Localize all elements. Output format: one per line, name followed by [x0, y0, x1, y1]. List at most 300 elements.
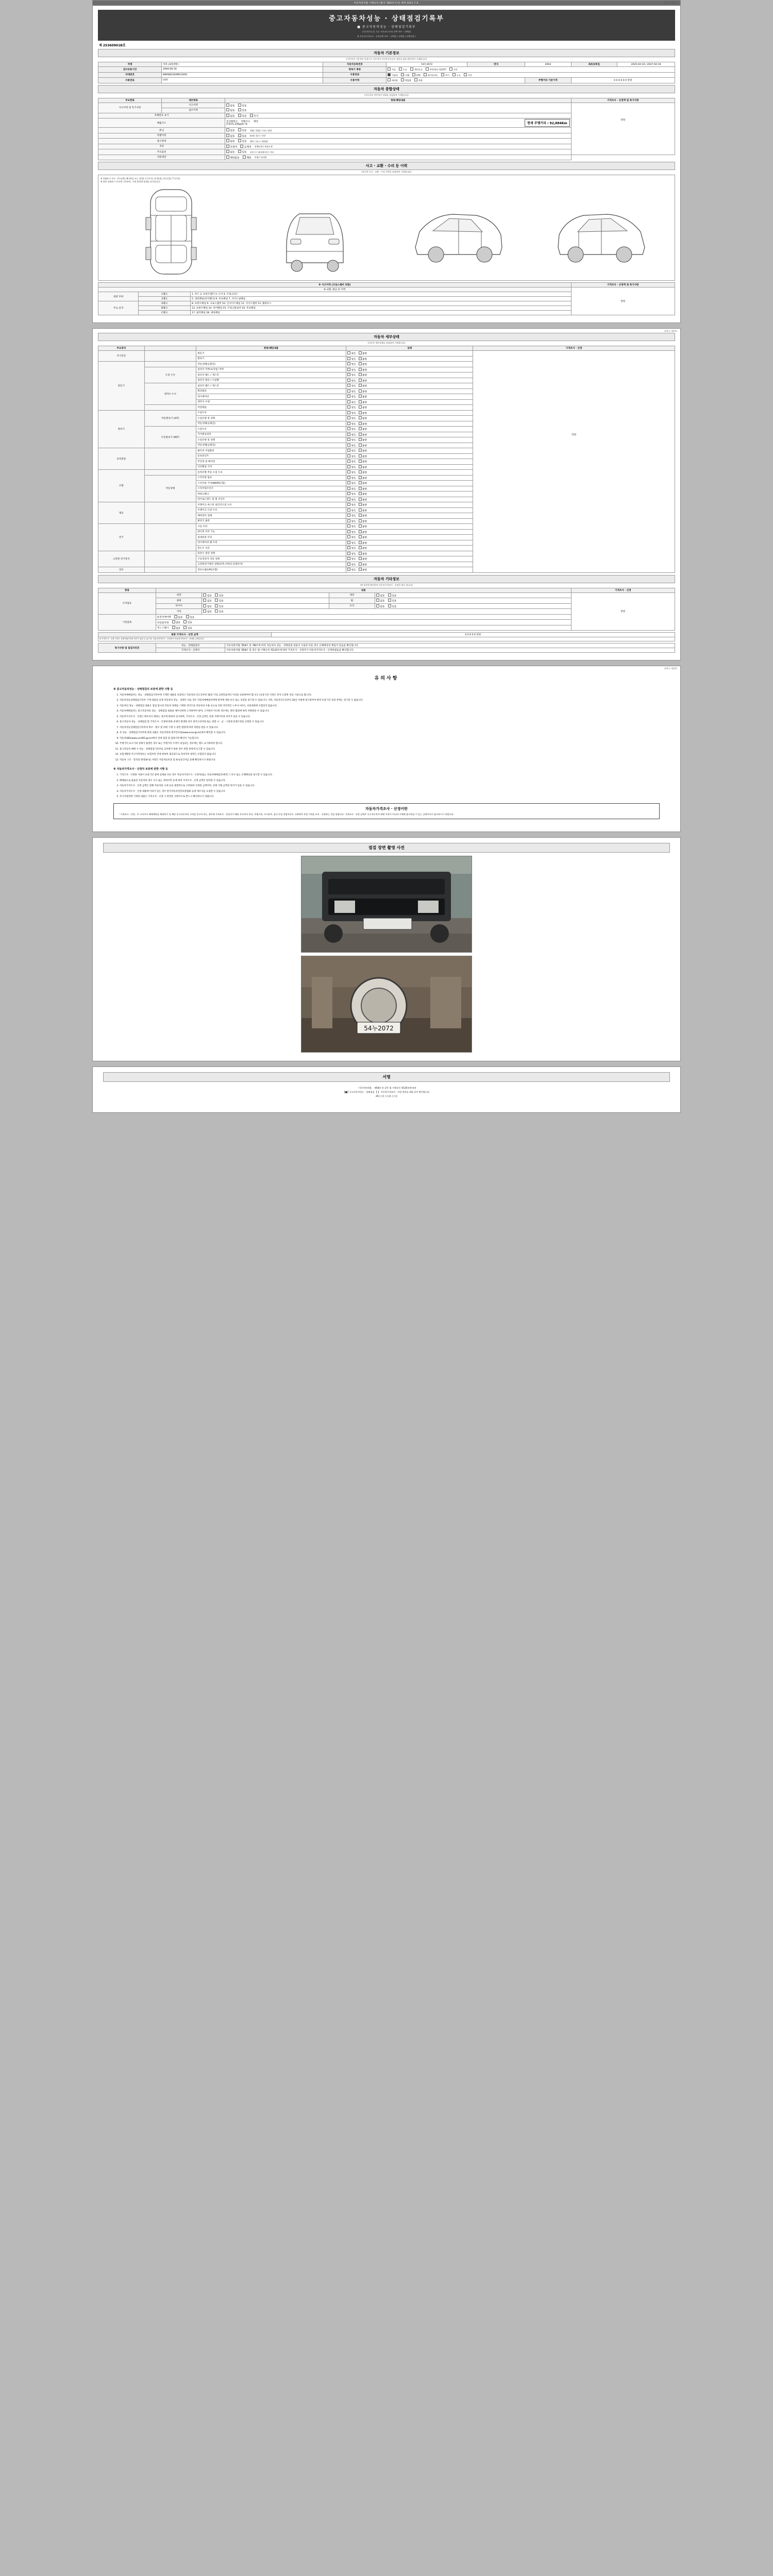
signature-line-3: 20○○년 ○○월 ○○일 — [375, 1094, 398, 1097]
opt-status-good[interactable]: 양호 — [347, 514, 356, 518]
opt-status-bad[interactable]: 불량 — [359, 514, 367, 518]
detail-item-status — [346, 421, 473, 427]
opt-status-bad[interactable]: 불량 — [359, 454, 367, 459]
opt-status-good[interactable]: 양호 — [347, 379, 356, 383]
opt-status-good[interactable]: 양호 — [347, 563, 356, 567]
row-accident-history-sub: 사고이력 — [162, 103, 225, 108]
opt-status-good[interactable]: 양호 — [347, 433, 356, 437]
detail-subgroup-label: 수동변속기 (M/T) — [144, 427, 196, 448]
recall-detail: 이행 / 미이행 — [254, 156, 266, 159]
opt-usage-rental[interactable]: 대여용 — [388, 78, 398, 82]
section-other-note: (※ 항목별 확인하여 자동차가격조사 · 산정을 완료 합니다) — [360, 583, 413, 586]
opt-flood-yes[interactable]: 있음 — [238, 108, 246, 112]
opt-status-bad[interactable]: 불량 — [359, 546, 367, 550]
opt-status-bad[interactable]: 불량 — [359, 552, 367, 556]
opt-status-good[interactable]: 양호 — [347, 362, 356, 366]
opt-triangle-none[interactable]: 없음 — [172, 620, 180, 624]
detail-group-label: 자기진단 — [98, 351, 145, 362]
opt-usechange-yes[interactable]: 있음 — [238, 139, 246, 143]
rankB-value: 13. 프론트패널 14. 리어패널 15. 트렁크플로어 16. 루프패널 — [191, 306, 572, 311]
opt-trans-manual[interactable]: 수동 — [399, 67, 407, 72]
detail-item-status — [346, 492, 473, 497]
opt-status-good[interactable]: 양호 — [347, 492, 356, 496]
detail-item-status — [346, 410, 473, 416]
detail-item-status — [346, 416, 473, 421]
value-grade: LG4 — [162, 78, 323, 83]
opt-status-good[interactable]: 양호 — [347, 460, 356, 464]
opt-tire-yes[interactable]: 있음 — [215, 604, 223, 608]
opt-status-bad[interactable]: 불량 — [359, 357, 367, 361]
opt-status-bad[interactable]: 불량 — [359, 524, 367, 529]
opt-status-bad[interactable]: 불량 — [359, 476, 367, 480]
opt-options-yes[interactable]: 있음 — [238, 150, 246, 154]
value-firstreg: 2025-04-16 / 2027-04-16 — [617, 62, 675, 67]
opt-status-good[interactable]: 양호 — [347, 546, 356, 550]
diagram-front-view — [244, 185, 386, 278]
terms-subtitle-1: ※ 중고자동차성능 · 상태점검의 보증에 관한 사항 등 — [113, 688, 173, 691]
opt-status-bad[interactable]: 불량 — [359, 389, 367, 394]
detail-item-status — [346, 556, 473, 562]
section-accident-note: (자동차 사고 · 교환 · 수리 이력을 점검하여 기재합니다) — [361, 171, 412, 173]
opt-status-good[interactable]: 양호 — [347, 568, 356, 572]
opt-status-good[interactable]: 양호 — [347, 400, 356, 404]
opt-status-good[interactable]: 양호 — [347, 405, 356, 410]
sheet-page-5 — [92, 1066, 681, 1113]
opt-status-good[interactable]: 양호 — [347, 503, 356, 507]
value-transmission — [386, 67, 675, 73]
opt-jack-none[interactable]: 없음 — [172, 626, 180, 630]
opt-status-bad[interactable]: 불량 — [359, 411, 367, 415]
opt-status-bad[interactable]: 불량 — [359, 563, 367, 567]
repair-polish-opts — [202, 598, 329, 604]
section-overall-title: 자동차 종합상태 — [98, 85, 675, 93]
detail-item-label: 타이로드엔드 및 볼 조인트 — [196, 497, 346, 502]
opt-status-good[interactable]: 양호 — [347, 552, 356, 556]
row-options-opts — [225, 149, 571, 155]
opt-emission-co: 일산화탄소 — [226, 121, 238, 123]
detail-item-label: 브레이크 오일 누유 — [196, 507, 346, 513]
row-emission: 배출가스 — [98, 118, 225, 128]
opt-status-bad[interactable]: 불량 — [359, 503, 367, 507]
detail-col-status: 상태 — [346, 346, 473, 351]
row-special-opts — [225, 133, 571, 139]
diagram-side-left-view — [388, 185, 529, 278]
detail-item-label: 브레이크 마스터 실린더오일 누유 — [196, 502, 346, 508]
terms-list-appraisal — [113, 773, 660, 799]
signature-line-1: 「자동차관리법」 제58조 및 같은 법 시행규칙 제120조에 따라 — [357, 1087, 416, 1090]
opt-trans-etc[interactable]: 기타 — [449, 67, 458, 72]
other-col-price: 가격조사 · 산정 — [571, 588, 675, 592]
row-recall: 리콜대상 — [98, 155, 225, 160]
opt-etc-none[interactable]: 없음 — [203, 609, 211, 614]
basic-item-jack-label: 잭 / 스패너 — [157, 627, 169, 630]
opt-glass-none[interactable]: 없음 — [376, 604, 384, 608]
detail-item-status — [346, 459, 473, 465]
opt-tire-none[interactable]: 없음 — [203, 604, 211, 608]
terms-item: 3. 자동차가격조사 · 산정 금액은 당해 자동차의 시세 등을 종합적으로 고려하여 산정한 금액이며, 실제 거래 금액과 차이가 있을 수 있습니다. — [120, 784, 660, 788]
opt-status-good[interactable]: 양호 — [347, 465, 356, 469]
repair-exterior-opts — [202, 592, 329, 598]
opt-status-good[interactable]: 양호 — [347, 470, 356, 474]
opt-glass-yes[interactable]: 있음 — [388, 604, 396, 608]
opt-airbag-none[interactable]: 없음 — [174, 615, 182, 619]
col-main: 주요항목 — [98, 98, 162, 103]
opt-status-good[interactable]: 양호 — [347, 557, 356, 561]
opt-status-bad[interactable]: 불량 — [359, 395, 367, 399]
opt-status-good[interactable]: 양호 — [347, 509, 356, 513]
detail-subgroup-label — [144, 502, 196, 524]
opt-usage-gov[interactable]: 관용 — [414, 78, 423, 82]
detail-col-main: 주요장치 — [98, 346, 145, 351]
opt-status-bad[interactable]: 불량 — [359, 470, 367, 474]
current-mileage-box: 현재 주행거리 : 92,884Km — [525, 119, 570, 127]
detail-group-label: 원동기 — [98, 362, 145, 411]
opt-status-bad[interactable]: 불량 — [359, 541, 367, 545]
detail-price-cell: 만원 — [473, 351, 675, 573]
opt-status-good[interactable]: 양호 — [347, 416, 356, 420]
opt-airbag-yes[interactable]: 있음 — [186, 615, 194, 619]
terms-title: 유의사항 — [374, 676, 399, 681]
inspection-photo-front — [301, 856, 472, 953]
opt-vin-none[interactable]: 없음 — [226, 114, 234, 118]
opt-int-yes[interactable]: 있음 — [388, 594, 396, 598]
opt-ext-yes[interactable]: 있음 — [215, 594, 223, 598]
opt-status-bad[interactable]: 불량 — [359, 373, 367, 377]
opt-fuel-ev[interactable]: 전기 — [441, 73, 449, 77]
opt-status-bad[interactable]: 불량 — [359, 449, 367, 453]
detail-item-status — [346, 507, 473, 513]
opt-status-good[interactable]: 양호 — [347, 519, 356, 523]
opt-status-bad[interactable]: 불량 — [359, 400, 367, 404]
document-number: 제 25360901B호 — [99, 44, 126, 47]
detail-subgroup-label — [144, 567, 196, 573]
diagram-legend-2: ※ 하단 상태표시 부호에 기준하여, 기재 위치에 상태를 표시합니다. — [100, 180, 161, 183]
form-legal-topbar: 자동차관리법 시행규칙 [별지 제82호서식] 개정 2021.7.6. — [93, 1, 680, 6]
detail-item-status — [346, 437, 473, 443]
page-number-tag-1: (3쪽중 제1쪽) — [664, 2, 677, 4]
detail-item-label: 기어변속장치 — [196, 432, 346, 437]
detail-item-status — [346, 535, 473, 540]
document-title: 중고자동차성능 · 상태점검기록부 — [329, 15, 444, 23]
detail-item-status — [346, 432, 473, 437]
opt-status-good[interactable]: 양호 — [347, 395, 356, 399]
page-number-tag-2: (3쪽중 제2쪽) — [664, 330, 677, 332]
opt-status-bad[interactable]: 불량 — [359, 530, 367, 534]
total-price-value: 0 0 0 0 0 만원 — [271, 633, 675, 637]
opt-status-good[interactable]: 양호 — [347, 498, 356, 502]
rankB-label: B랭크 — [139, 306, 191, 311]
opt-vin-yes[interactable]: 있음 — [238, 114, 246, 118]
opt-jack-yes[interactable]: 있음 — [183, 626, 192, 630]
opt-color-chromatic[interactable]: 유채색 — [240, 145, 251, 149]
opt-status-good[interactable]: 양호 — [347, 476, 356, 480]
rank2-label: 2랭크 — [139, 297, 191, 301]
opt-fuel-hybrid[interactable]: 하이브리드 — [424, 73, 438, 77]
row-usechange: 용도변경 — [98, 139, 225, 144]
opt-trans-cvt[interactable]: 무단변속기(CVT) — [426, 67, 446, 72]
rank1-label: 1랭크 — [139, 292, 191, 297]
basic-items-label: 기본품목 — [98, 614, 156, 631]
col-detail: 항목/해당내용 — [225, 98, 571, 103]
detail-item-label: 실린더 블록 / 오일팬 — [196, 378, 346, 383]
opt-status-good[interactable]: 양호 — [347, 449, 356, 453]
opt-status-bad[interactable]: 불량 — [359, 535, 367, 539]
detail-item-status — [346, 546, 473, 551]
opt-usage-business[interactable]: 영업용 — [401, 78, 411, 82]
other-col-item: 항목 — [98, 588, 156, 592]
terms-item: 4. 자동차가격조사 · 산정 내용에 이의가 있는 경우 한국자동차진단보증협회 등에 재조사를 요청할 수 있습니다. — [120, 790, 660, 793]
tuning-detail: 적법 / 불법 / 구조 / 장치 — [249, 129, 272, 132]
opt-status-good[interactable]: 양호 — [347, 357, 356, 361]
detail-item-label: 오일유량 및 상태 — [196, 437, 346, 443]
opt-trans-semi[interactable]: 세미오토 — [410, 67, 423, 72]
detail-item-label: 등속죠인트 — [196, 453, 346, 459]
detail-subgroup-label: 오일 누유 — [144, 367, 196, 383]
section-accident-title: 사고 · 교환 · 수리 등 이력 — [98, 162, 675, 170]
detail-subgroup-label — [144, 405, 196, 411]
opt-status-good[interactable]: 양호 — [347, 541, 356, 545]
opt-status-good[interactable]: 양호 — [347, 438, 356, 442]
detail-item-status — [346, 383, 473, 389]
terms-item: 13. 자동차 구조 · 장치의 변경(튜닝) 사항은 자동차등록증 및 튜닝승인서를 통해 확인하시기 바랍니다. — [120, 758, 660, 762]
opt-recall-yes[interactable]: 해당 — [243, 156, 251, 160]
opt-fuel-hydrogen[interactable]: 수소 — [452, 73, 461, 77]
opt-status-bad[interactable]: 불량 — [359, 362, 367, 366]
opt-status-good[interactable]: 양호 — [347, 384, 356, 388]
terms-item: 1. 가격조사 · 산정한 사항이 보증기간 중에 실제와 다른 경우 자동차가격조사 · 산정자(또는 자동차매매업자)에게 그 보수 또는 손해배상을 청구할 수 있습니다. — [120, 773, 660, 777]
opt-status-good[interactable]: 양호 — [347, 481, 356, 485]
detail-item-status — [346, 513, 473, 519]
opt-fuel-etc[interactable]: 기타 — [464, 73, 472, 77]
table-row — [98, 351, 675, 357]
detail-item-label: 연료누출(LPG포함) — [196, 567, 346, 573]
value-inspection-period: 2004-06-16 — [162, 67, 323, 73]
detail-status-table — [98, 346, 675, 573]
document-subtitle-note: (자동차인도일 기준 가격조사·산정 선택 여부 : 선택함) — [362, 30, 411, 33]
opt-ext-none[interactable]: 없음 — [203, 594, 211, 598]
opt-status-bad[interactable]: 불량 — [359, 481, 367, 485]
terms-item: 10. 주행거리 표시기의 상태가 불량인 경우 또는 주행거리 조작이 의심되는 경우에는 별도 표기하여야 합니다. — [120, 742, 660, 745]
opt-usechange-none[interactable]: 없음 — [226, 139, 234, 143]
rankA-label: A랭크 — [139, 301, 191, 306]
sheet-page-3 — [92, 666, 681, 832]
opt-status-good[interactable]: 양호 — [347, 530, 356, 534]
opt-int-none[interactable]: 없음 — [376, 594, 384, 598]
opt-status-good[interactable]: 양호 — [347, 389, 356, 394]
opt-fuel-gasoline[interactable]: 가솔린 — [388, 73, 398, 77]
row-color: 색상 — [98, 144, 225, 149]
detail-item-label: 작동상태(공회전) — [196, 443, 346, 448]
detail-item-status — [346, 427, 473, 432]
section-overall-note: (자동차의 전반적인 상태를 점검하여 기재합니다) — [364, 93, 409, 96]
detail-item-status — [346, 372, 473, 378]
detail-item-status — [346, 524, 473, 530]
opt-status-bad[interactable]: 불량 — [359, 465, 367, 469]
opt-status-bad[interactable]: 불량 — [359, 487, 367, 491]
row-tuning-opts — [225, 128, 571, 133]
detail-item-status — [346, 351, 473, 357]
detail-group-label: 전기 — [98, 524, 145, 551]
opt-etc-yes[interactable]: 있음 — [215, 609, 223, 614]
detail-item-label: 파워크랭크 — [196, 492, 346, 497]
inspector-label: 성능 · 상태점검자 — [156, 643, 225, 648]
section-detail-title: 자동차 세부상태 — [98, 333, 675, 341]
detail-item-status — [346, 518, 473, 524]
opt-trans-auto[interactable]: 자동 — [388, 67, 396, 72]
appraisal-definition-title: 자동차가격조사 · 산정이란 — [365, 806, 408, 811]
opt-color-achromatic[interactable]: 무채색 — [226, 145, 237, 149]
opt-accident-none[interactable]: 없음 — [226, 104, 234, 108]
repair-interior-label: 내장 — [329, 592, 375, 598]
opt-special-yes[interactable]: 있음 — [238, 134, 246, 138]
opt-recall-na[interactable]: 해당없음 — [226, 156, 239, 160]
detail-item-status — [346, 394, 473, 400]
repair-wheel-opts — [375, 598, 572, 604]
opt-polish-yes[interactable]: 있음 — [215, 599, 223, 603]
detail-item-label: 실린더 헤드 / 개스킷 — [196, 372, 346, 378]
section-basic-note: (자동차의 기본적인 특성으로 자동차의 자동차등록증의 내용과 대조 확인하여 기재합니다) — [346, 58, 427, 60]
opt-emission-smoke: 매연 — [254, 121, 258, 123]
col-sub: 세부항목 — [162, 98, 225, 103]
opt-status-bad[interactable]: 불량 — [359, 519, 367, 523]
diagram-top-view — [100, 185, 242, 278]
opt-status-bad[interactable]: 불량 — [359, 379, 367, 383]
detail-item-status — [346, 405, 473, 411]
terms-list-inspection — [113, 693, 660, 762]
signature-line-2: 【■】중고자동차성능 · 상태점검 【 】 자동차가격조사 · 산정 결과를 위와 같이 확인합니다. — [343, 1091, 430, 1093]
opt-fuel-diesel[interactable]: 디젤 — [401, 73, 409, 77]
repair-glass-label: 유리 — [329, 603, 375, 609]
opt-polish-none[interactable]: 없음 — [203, 599, 211, 603]
terms-item: 12. 보험개발원 사고이력정보는 보험처리 건에 한하여 제공되므로 자비처리 내역은 포함되지 않습니다. — [120, 753, 660, 756]
opt-status-good[interactable]: 양호 — [347, 351, 356, 355]
detail-group-label: 조향 — [98, 470, 145, 502]
terms-item: 9. 자동차365(www.car365.go.kr)에서 상세 점검 및 압류이력 확인이 가능합니다. — [120, 737, 660, 740]
opt-options-none[interactable]: 없음 — [226, 150, 234, 154]
opt-status-good[interactable]: 양호 — [347, 535, 356, 539]
rank-frame-label: 주요 골격 — [98, 301, 139, 315]
rank1-value: 1. 후드 2. 프론트펜더 3. 도어 4. 트렁크리드 — [191, 292, 572, 297]
detail-item-label: 추진축 및 베어링 — [196, 459, 346, 465]
opt-tuning-none[interactable]: 없음 — [226, 128, 234, 132]
opt-wheel-yes[interactable]: 있음 — [388, 599, 396, 603]
opt-status-bad[interactable]: 불량 — [359, 557, 367, 561]
label-grade: 사용연료 — [98, 78, 162, 83]
other-info-table — [98, 588, 675, 631]
detail-item-status — [346, 486, 473, 492]
terms-item: 4. 자동차매매업자는 중고자동차의 성능 · 상태점검 내용을 매수인에게 고지하여야 하며, 고지하지 아니한 경우에는 관련 법령에 따라 처벌받을 수 있습니다. — [120, 709, 660, 713]
accident-crossmember-label: ※ 사고이력 (크로스멤버 포함) — [98, 283, 572, 287]
basic-item-triangle-label: 비상삼각대 — [157, 621, 169, 624]
opt-status-good[interactable]: 양호 — [347, 524, 356, 529]
terms-item: 1. 자동차매매업자는 성능 · 상태점검기록부에 기재된 내용을 보증하고 자동차의 인도일부터 30일 이상, 2천킬로미터 이상을 보증하여야 합니다. (보증기간 산정은 먼저 도달한 것을 기준으로 합니다) — [120, 693, 660, 697]
repair-needed-label: 수리필요 — [98, 592, 156, 614]
opt-status-good[interactable]: 양호 — [347, 422, 356, 426]
opt-status-bad[interactable]: 불량 — [359, 433, 367, 437]
opt-special-none[interactable]: 없음 — [226, 134, 234, 138]
detail-item-label: 스티어링 펌프 — [196, 475, 346, 481]
opt-status-good[interactable]: 양호 — [347, 411, 356, 415]
detail-item-status — [346, 448, 473, 454]
repair-glass-opts — [375, 603, 572, 609]
opt-status-bad[interactable]: 불량 — [359, 405, 367, 410]
detail-item-status — [346, 356, 473, 362]
opt-status-bad[interactable]: 불량 — [359, 568, 367, 572]
detail-item-status — [346, 562, 473, 567]
row-accident-history-opts — [225, 103, 571, 113]
document-page — [0, 0, 773, 1113]
terms-item: 2. 자동차성능상태점검기록부 기재 내용과 실제 자동차의 성능 · 상태가 다를 경우 자동차매매업자에게 하자에 대한 보수 또는 보증을 청구할 수 있습니다. 다만, 자동차인도일부터 30일 이내에 청구하여야 하며 보증기간 경과 후에는 청구할 수 없습니다. — [120, 699, 660, 702]
row-flood-sub: 침수이력 — [162, 108, 225, 113]
opt-status-good[interactable]: 양호 — [347, 454, 356, 459]
detail-item-status — [346, 453, 473, 459]
opt-status-bad[interactable]: 불량 — [359, 422, 367, 426]
detail-item-status — [346, 470, 473, 476]
accident-price-label: 가격조사 · 산정액 및 특기사항 — [571, 283, 675, 287]
appraiser-statement: 자동차관리법 제58조 및 같은 법 시행규칙 제120조에 따라 가격조사 · 산정자가 자동차가격조사 · 산정하였음을 확인합니다. — [225, 648, 675, 653]
opt-status-good[interactable]: 양호 — [347, 427, 356, 431]
rankC-label: C랭크 — [139, 311, 191, 315]
appraisal-definition-box — [113, 803, 660, 820]
detail-item-label: 고전원전기배선 상태(피복,커넥터,연결단자) — [196, 562, 346, 567]
detail-item-label: 발전기 출력 — [196, 518, 346, 524]
detail-item-label: 오일누유 — [196, 427, 346, 432]
row-emission-values — [225, 118, 571, 128]
opt-triangle-yes[interactable]: 있음 — [183, 620, 192, 624]
opt-fuel-lpg[interactable]: LPG — [412, 73, 421, 77]
opt-status-good[interactable]: 양호 — [347, 373, 356, 377]
row-tuning: 튜닝 — [98, 128, 225, 133]
opt-flood-none[interactable]: 없음 — [226, 108, 234, 112]
detail-item-label: 스티어링 기어(MDPS포함) — [196, 481, 346, 486]
opt-wheel-none[interactable]: 없음 — [376, 599, 384, 603]
opt-accident-yes[interactable]: 있음 — [238, 104, 246, 108]
opt-status-bad[interactable]: 불량 — [359, 444, 367, 448]
opt-status-bad[interactable]: 불량 — [359, 438, 367, 442]
accident-parts-label: ※ 교환, 판금 등 이력 — [98, 287, 572, 292]
label-usage: 사용이력 — [323, 78, 386, 83]
detail-group-label: 고전원 전기장치 — [98, 551, 145, 567]
repair-tire-label: 타이어 — [156, 603, 202, 609]
appraisal-definition-body: 「가격조사 · 산정」은 소비자가 매매계약을 체결하기 전 해당 중고자동차의 가격을 알고자 하는 경우에 가격조사 · 산정자가 해당 자동차의 연식, 주행거리, 사고유무, 옵션 등을 종합적으로 고려하여 적정 가격을 조사 · 산정하는 것을 말합니다. 가격조사 · 산정 금액은 중고자동차의 판매 가격이 아니며 구매에 참고하실 수 있는 금액이므로 참고하시기 바랍니다. — [118, 812, 454, 816]
opt-status-bad[interactable]: 불량 — [359, 351, 367, 355]
row-special: 특별이력 — [98, 133, 225, 139]
opt-tuning-yes[interactable]: 있음 — [238, 128, 246, 132]
opt-status-bad[interactable]: 불량 — [359, 384, 367, 388]
detail-subgroup-label — [144, 448, 196, 470]
opt-vin-corrosion[interactable]: 부식 — [250, 114, 258, 118]
row-vin-mark-opts — [225, 113, 571, 118]
opt-status-bad[interactable]: 불량 — [359, 498, 367, 502]
row-recall-opts — [225, 155, 571, 160]
opt-status-bad[interactable]: 불량 — [359, 368, 367, 372]
detail-item-label: 디퍼렌셜 기어 — [196, 464, 346, 470]
opt-status-good[interactable]: 양호 — [347, 487, 356, 491]
signature-statement-table — [98, 643, 675, 653]
opt-status-bad[interactable]: 불량 — [359, 416, 367, 420]
opt-status-bad[interactable]: 불량 — [359, 509, 367, 513]
opt-status-bad[interactable]: 불량 — [359, 492, 367, 496]
opt-status-good[interactable]: 양호 — [347, 444, 356, 448]
opt-status-good[interactable]: 양호 — [347, 368, 356, 372]
detail-item-label: 라디에이터 팬 모터 — [196, 540, 346, 546]
label-base-price: 주행거리 기준가격 — [525, 78, 572, 83]
diagram-legend-1: ※ 상태표시 부호 : X (교환), W (판금 또는 용접), C (부식), A (흠집), U (요철), T (손상) — [100, 177, 180, 180]
detail-item-label: 실내송풍 모터 — [196, 535, 346, 540]
opt-status-bad[interactable]: 불량 — [359, 427, 367, 431]
basic-item-jack — [156, 625, 571, 631]
opt-status-bad[interactable]: 불량 — [359, 460, 367, 464]
